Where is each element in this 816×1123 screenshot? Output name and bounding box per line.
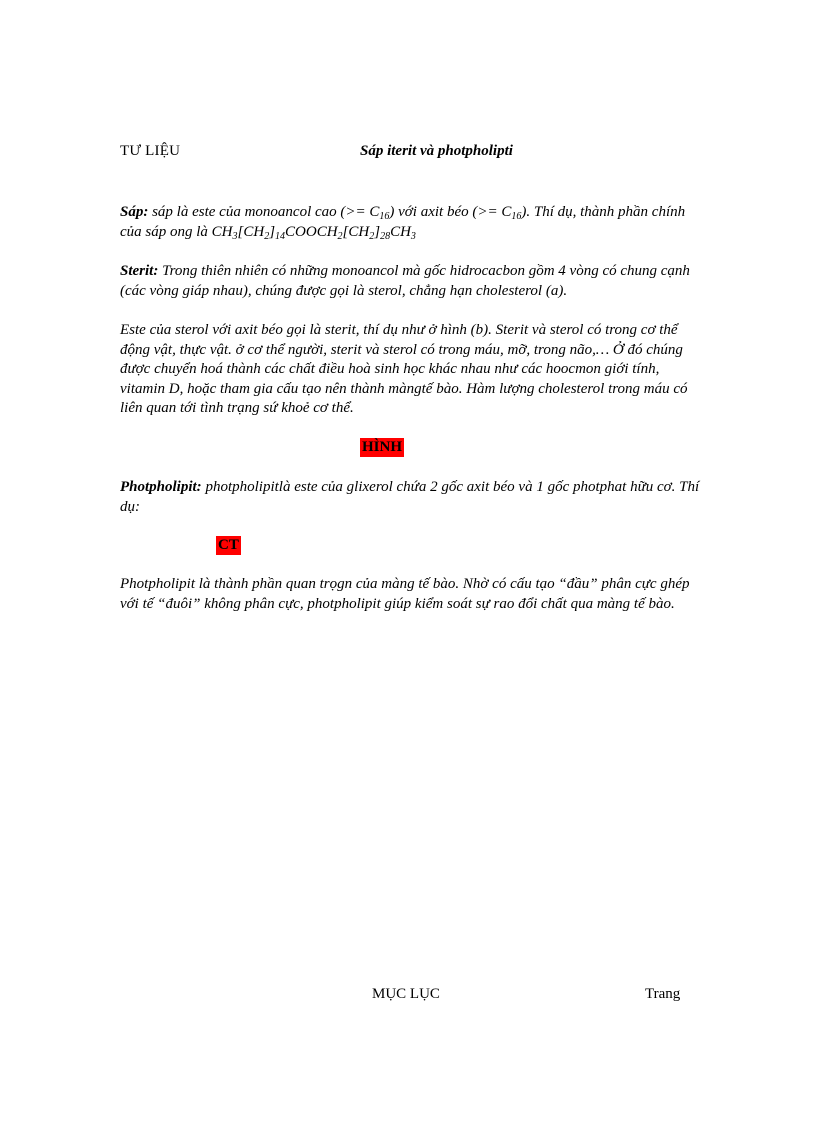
document-label: TƯ LIỆU [120,143,181,159]
paragraph-photpholipit: Photpholipit: photpholipitlà este của glixerol chứa 2 gốc axit béo và 1 gốc photphat hữu cơ. Thí dụ: [120,479,700,515]
sap-label: Sáp: [120,204,149,220]
formula-placeholder-ct: CT [218,537,239,553]
figure-placeholder-hinh: HÌNH [362,439,403,455]
table-of-contents-heading: MỤC LỤC [372,986,440,1002]
paragraph-este: Este của sterol với axit béo gọi là sterit, thí dụ như ở hình (b). Sterit và sterol có trong cơ thể động vật, thực vật. ở cơ thể người, sterit và sterol có trong máu, mỡ, trong não,… Ở đó chúng được chuyển hoá thành các chất điều hoà sinh học khác nhau như các hoocmon giới tính, vitamin D, hoặc tham gia cấu tạo nên thành màngtế bào. Hàm lượng cholesterol trong máu có liên quan tới tình trạng sứ khoẻ cơ thể. [120,322,688,416]
paragraph-closing: Photpholipit là thành phần quan trọgn của màng tế bào. Nhờ có cấu tạo “đầu” phân cực ghép với tế “đuôi” không phân cực, photpholipit giúp kiểm soát sự rao đổi chất qua màng tế bào. [120,576,690,612]
paragraph-sap: Sáp: sáp là este của monoancol cao (>= $C_{16}$) với axit béo (>= $C_{16}$). Thí dụ, thành phần chính của sáp ong là $CH_3[CH_2]_{14}COOCH_2[CH_2]_{28}CH_3$ [120,204,686,242]
sterit-label: Sterit: [120,263,159,279]
photpholipit-label: Photpholipit: [120,479,202,495]
document-title: Sáp iterit và photpholipti [360,143,513,159]
page-column-heading: Trang [645,986,681,1002]
paragraph-sterit: Sterit: Trong thiên nhiên có những monoancol mà gốc hidrocacbon gồm 4 vòng có chung cạnh (các vòng giáp nhau), chúng được gọi là sterol, chẳng hạn cholesterol (a). [120,263,690,299]
